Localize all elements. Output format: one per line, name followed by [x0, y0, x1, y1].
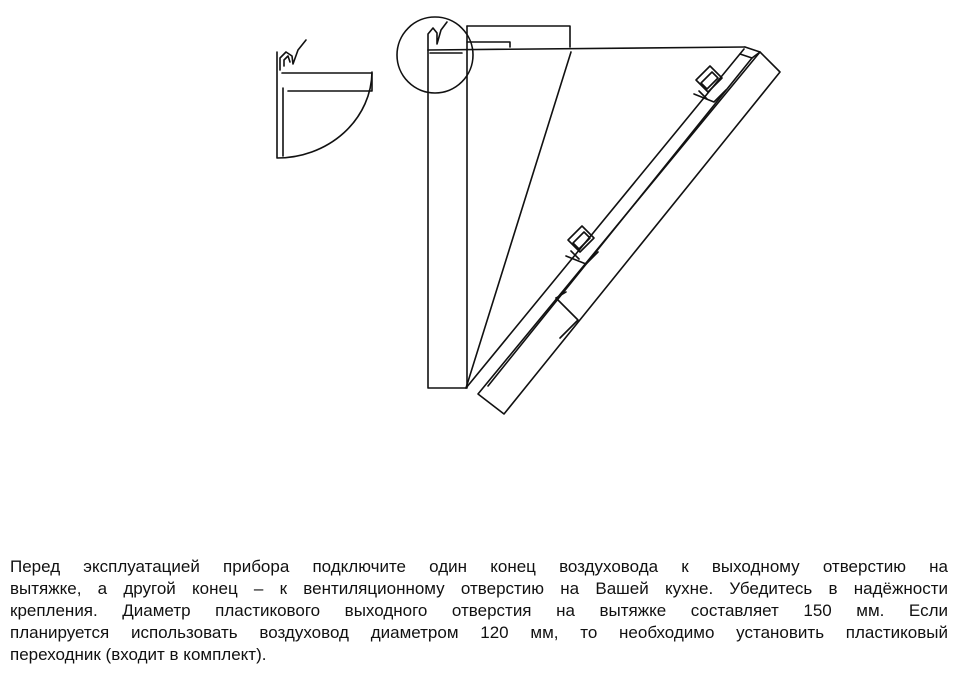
- detail-hook-inner: [284, 56, 290, 66]
- instruction-line-2: вытяжке, а другой конец – к вентиляционному отверстию на Вашей кухне. Убедитесь в надёжности: [10, 579, 948, 598]
- instruction-line-4: планируется использовать воздуховод диаметром 120 мм, то необходимо установить пластиковый: [10, 623, 948, 642]
- detail-top-panel: [282, 73, 372, 91]
- hood-rear-panel: [428, 26, 467, 388]
- hood-inner-fold: [466, 52, 571, 388]
- detail-arc-outline: [277, 52, 372, 158]
- top-bracket: [467, 42, 510, 47]
- glass-panel-front: [466, 49, 744, 388]
- top-plate: [467, 26, 570, 47]
- instruction-text: [10, 556, 948, 666]
- mount-hook: [428, 22, 447, 50]
- detail-inset: [277, 40, 372, 158]
- instruction-line-5: переходник (входит в комплект).: [10, 645, 267, 664]
- hood-assembly: [397, 17, 780, 414]
- instruction-line-3: крепления. Диаметр пластикового выходного отверстия на вытяжке составляет 150 мм. Если: [10, 601, 948, 620]
- glass-panel-outer: [478, 52, 780, 414]
- instruction-line-1: Перед эксплуатацией прибора подключите один конец воздуховода к выходному отверстию на: [10, 557, 948, 576]
- magnifier-circle: [397, 17, 473, 93]
- glass-lower-lip: [556, 298, 578, 338]
- hood-top-edge: [428, 47, 745, 50]
- glass-panel-inner-line: [488, 58, 752, 386]
